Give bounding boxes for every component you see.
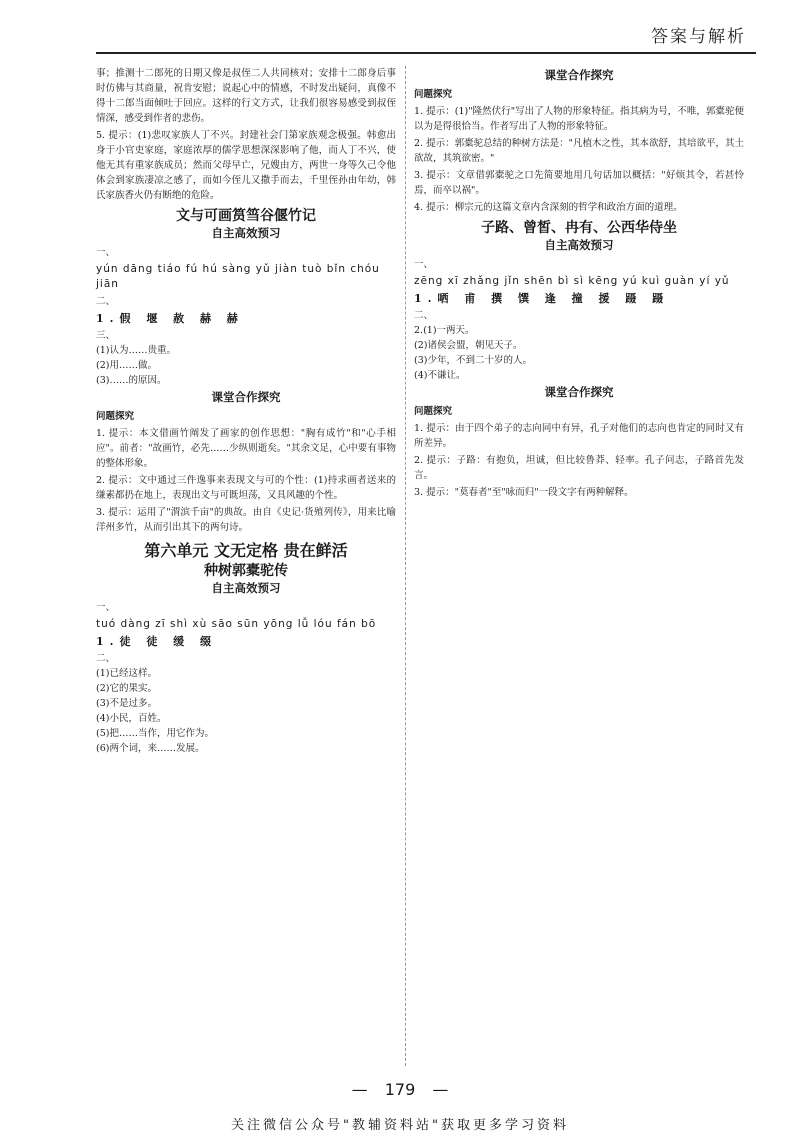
footer-note: 关注微信公众号"教辅资料站"获取更多学习资料 <box>231 1118 569 1133</box>
answer-paragraph: 4. 提示：柳宗元的这篇文章内含深刻的哲学和政治方面的道理。 <box>414 202 683 213</box>
pinyin-line: yún dāng tiáo fú hú sàng yǔ jiàn tuò bǐn chóu jiān <box>96 263 380 290</box>
answer-item: 2.(1)一两天。 <box>414 325 475 336</box>
answer-paragraph: 1. 提示：(1)"隆然伏行"写出了人物的形象特征。指其病为号，不唯，郭橐驼便以为是得很恰当。作者写出了人物的形象特征。 <box>414 106 744 132</box>
item-number: 一、 <box>414 259 434 270</box>
page-number: — 179 — <box>351 1080 449 1099</box>
subsection-title: 自主高效预习 <box>211 581 281 595</box>
subsection-title: 课堂合作探究 <box>544 385 614 399</box>
section-title: 种树郭橐驼传 <box>204 563 288 579</box>
intro-paragraph: 5. 提示：(1)悲叹家族人丁不兴。封建社会门第家族观念极强。韩愈出身于小官吏家庭，家庭浓厚的儒学思想深深影响了他，而人丁不兴，使他无其有重家族成员；然而父母早亡，兄嫂由方，两世一身等久己令他体会到家族凄凉之感了，而如今侄儿又撒手而去，千里侄孙由年幼，韩氏家族香火仍有断绝的危险。 <box>96 130 396 201</box>
character-line: 1.哂 甫 撰 馔 逢 撞 援 蹑 蹑 <box>414 292 670 305</box>
subsection-title: 自主高效预习 <box>211 226 281 240</box>
answer-item: (4)小民，百姓。 <box>96 713 167 724</box>
item-number: 一、 <box>96 602 116 613</box>
subsection-title: 课堂合作探究 <box>544 68 614 82</box>
subsection-title: 自主高效预习 <box>544 238 614 252</box>
answer-paragraph: 1. 提示：本文借画竹阐发了画家的创作思想："胸有成竹"和"心手相应"。前者："故画竹，必先……少纵则逝矣。"其余文足，心中要有事物的整体形象。 <box>96 428 396 469</box>
column-divider <box>405 66 406 1066</box>
section-title: 子路、曾皙、冉有、公西华侍坐 <box>481 220 677 236</box>
answer-item: (2)它的果实。 <box>96 683 157 694</box>
answer-paragraph: 2. 提示：郭橐驼总结的种树方法是："凡植木之性，其本欲舒，其培欲平，其土欲故，其筑欲密。" <box>414 138 744 164</box>
answer-item: (4)不谦让。 <box>414 370 466 381</box>
question-label: 问题探究 <box>96 411 135 422</box>
right-column <box>414 66 744 502</box>
pinyin-line: zēng xī zhǎng jǐn shēn bì sì kēng yú kuì guàn yí yǔ <box>414 275 730 287</box>
answer-item: (5)把……当作，用它作为。 <box>96 728 214 739</box>
item-number: 二、 <box>96 653 116 664</box>
subsection-title: 课堂合作探究 <box>211 390 281 404</box>
answer-item: (3)不是过多。 <box>96 698 157 709</box>
question-label: 问题探究 <box>414 89 453 100</box>
section-title: 文与可画筼筜谷偃竹记 <box>176 208 316 224</box>
page-header <box>0 0 800 58</box>
unit-title: 第六单元 文无定格 贵在鲜活 <box>144 541 348 560</box>
answer-item: (1)认为……贵重。 <box>96 345 176 356</box>
answer-item: (1)已经这样。 <box>96 668 157 679</box>
answer-paragraph: 1. 提示：由于四个弟子的志向同中有异，孔子对他们的志向也肯定的同时又有所差异。 <box>414 423 744 449</box>
answer-item: (3)少年，不到二十岁的人。 <box>414 355 532 366</box>
question-label: 问题探究 <box>414 406 453 417</box>
answer-paragraph: 3. 提示：文章借郭橐驼之口先简要地用几句话加以概括："好烦其令，若甚怜焉，而卒以祸"。 <box>414 170 744 196</box>
pinyin-line: tuó dàng zī shì xù sāo sūn yōng lǚ lóu fán bō <box>96 618 377 630</box>
item-number: 一、 <box>96 247 116 258</box>
answer-paragraph: 2. 提示：子路：有抱负，坦诚，但比较鲁莽、轻率。孔子问志，子路首先发言。 <box>414 455 744 481</box>
answer-item: (3)……的原因。 <box>96 375 167 386</box>
header-rule <box>96 52 756 54</box>
intro-paragraph: 事；推测十二郎死的日期又像是叔侄二人共同核对；安排十二郎身后事时仿佛与其商量，祝肯安慰；说起心中的情感，不时发出疑问，真像不得十二郎当面倾吐于回应。这样的行文方式，让我们很容易感受到叔侄情深，感受到作者的悲伤。 <box>96 68 396 124</box>
item-number: 三、 <box>96 330 116 341</box>
left-column <box>96 66 396 756</box>
answer-item: (2)诸侯会盟，朝见天子。 <box>414 340 523 351</box>
answer-item: (2)用……做。 <box>96 360 157 371</box>
header-title: 答案与解析 <box>651 27 746 47</box>
item-number: 二、 <box>96 296 116 307</box>
answer-paragraph: 3. 提示：运用了"渭滨千亩"的典故。由自《史记·货殖列传》，用来比喻洋州多竹，从而引出其下的两句诗。 <box>96 507 396 533</box>
answer-item: (6)两个词，来……发展。 <box>96 743 205 754</box>
item-number: 二、 <box>414 310 434 321</box>
character-line: 1.假 堰 赦 赫 赫 <box>96 312 244 325</box>
answer-paragraph: 3. 提示："莫春者"至"咏而归"一段文字有两种解释。 <box>414 487 634 498</box>
character-line: 1.徒 徒 缓 缀 <box>96 635 217 648</box>
page-number-value: 179 <box>384 1080 416 1099</box>
answer-paragraph: 2. 提示：文中通过三件逸事来表现文与可的个性：(1)持求画者送来的缣素都扔在地上，表现出文与可既坦荡，又具风趣的个性。 <box>96 475 396 501</box>
